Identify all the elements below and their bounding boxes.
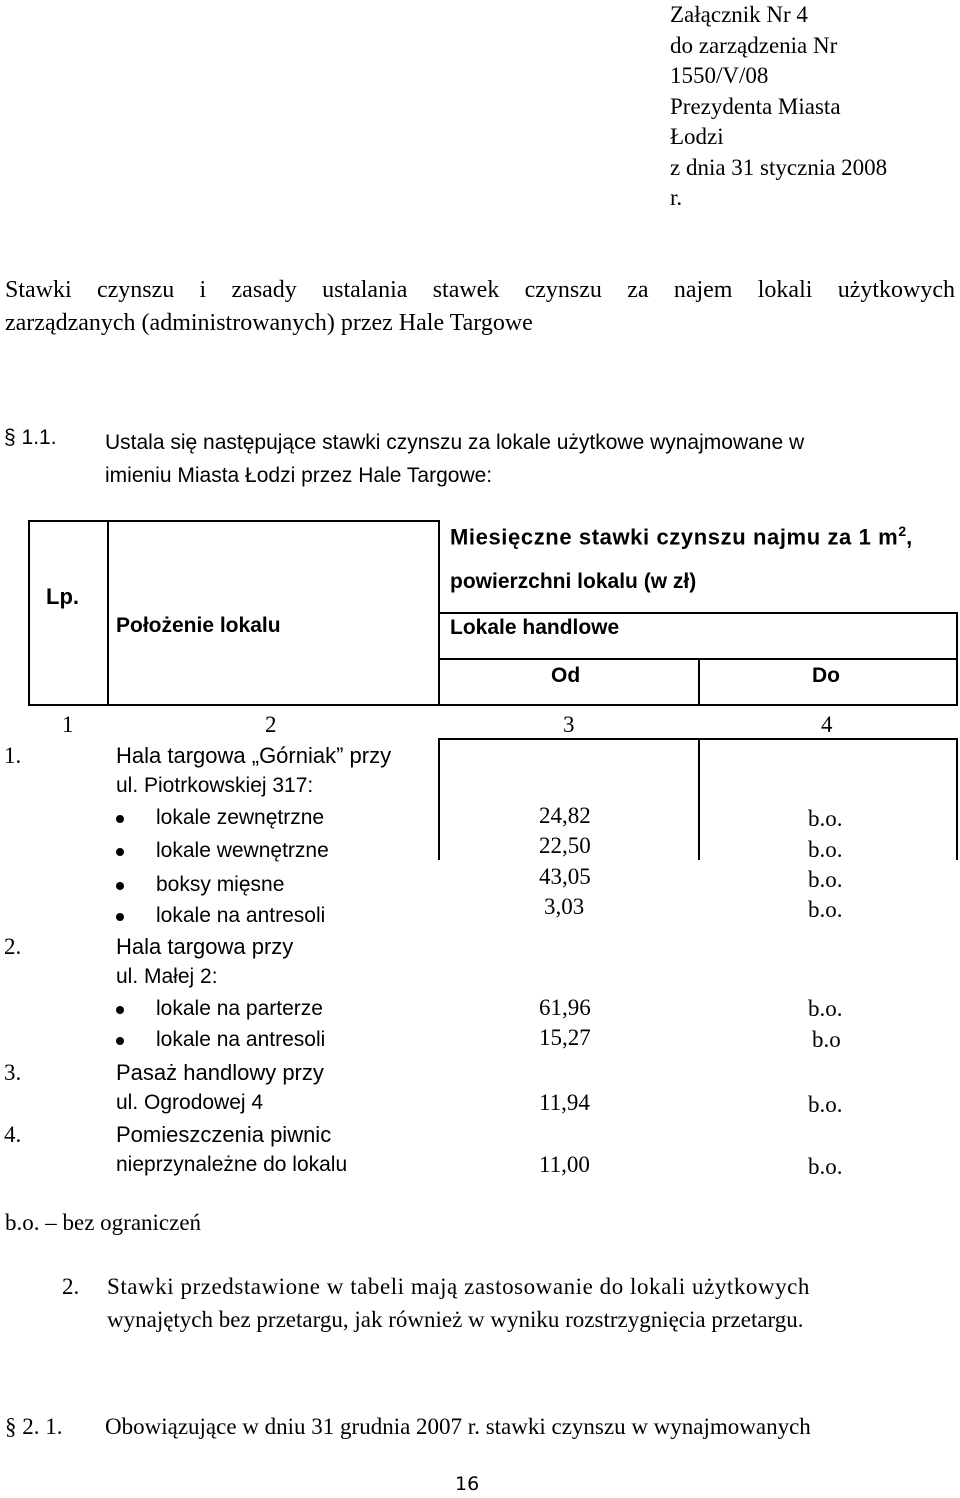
- section-line-2: imieniu Miasta Łodzi przez Hale Targowe:: [105, 464, 493, 487]
- bullet-icon: [116, 913, 124, 921]
- bullet-icon: [116, 815, 124, 823]
- paragraph-3-number: § 2. 1.: [5, 1414, 63, 1439]
- header-line: z dnia 31 stycznia 2008: [670, 154, 888, 180]
- table-border-top-lp: [28, 520, 108, 522]
- list-item: boksy mięsne: [156, 873, 285, 896]
- row-border: [438, 738, 440, 860]
- row-number: 3.: [4, 1060, 22, 1085]
- rate-to: b.o.: [808, 867, 843, 892]
- section-line-1: Ustala się następujące stawki czynszu za lokale użytkowe wynajmowane w: [105, 431, 805, 454]
- header-location: Położenie lokalu: [116, 614, 281, 637]
- rate-from: 61,96: [539, 995, 591, 1020]
- rate-to: b.o.: [808, 1092, 843, 1117]
- rate-from: 22,50: [539, 833, 591, 858]
- title-line-2: zarządzanych (administrowanych) przez Hale Targowe: [5, 310, 533, 336]
- bullet-icon: [116, 848, 124, 856]
- paragraph-2-text: Stawki przedstawione w tabeli mają zastosowanie do lokali użytkowych: [107, 1274, 810, 1299]
- section-number: § 1.1.: [4, 426, 57, 449]
- header-type: Lokale handlowe: [450, 616, 620, 639]
- title-line-1: Stawki czynszu i zasady ustalania stawek czynszu za najem lokali użytkowych: [5, 277, 955, 303]
- rate-to: b.o.: [808, 806, 843, 831]
- list-item: lokale zewnętrzne: [156, 806, 325, 829]
- column-number: 4: [821, 712, 833, 737]
- section-text: [105, 426, 945, 492]
- header-lp: Lp.: [46, 584, 79, 609]
- header-rates-superscript: 2: [898, 523, 907, 539]
- row-location-line-1: Hala targowa przy: [116, 934, 294, 959]
- table-border-right: [956, 612, 958, 704]
- paragraph-2-line-2: wynajętych bez przetargu, jak również w wyniku rozstrzygnięcia przetargu.: [107, 1307, 804, 1332]
- row-location-line-2: ul. Piotrkowskiej 317:: [116, 774, 314, 797]
- paragraph-3-text: Obowiązujące w dniu 31 grudnia 2007 r. stawki czynszu w wynajmowanych: [105, 1414, 811, 1439]
- column-number: 2: [265, 712, 277, 737]
- table-border-top-location: [108, 520, 438, 522]
- list-item: lokale na antresoli: [156, 1028, 326, 1051]
- row-number: 4.: [4, 1122, 22, 1147]
- header-line: Załącznik Nr 4: [670, 2, 808, 27]
- header-line: 1550/V/08: [670, 63, 769, 88]
- row-location-line-1: Pasaż handlowy przy: [116, 1060, 324, 1085]
- row-number: 1.: [4, 743, 22, 768]
- abbreviation-legend: b.o. – bez ograniczeń: [5, 1210, 202, 1235]
- row-location-line-1: Pomieszczenia piwnic: [116, 1122, 332, 1147]
- row-number: 2.: [4, 934, 22, 959]
- paragraph-2-line-1: [62, 1270, 942, 1303]
- attachment-header: [670, 0, 887, 214]
- list-item: lokale wewnętrzne: [156, 839, 329, 862]
- header-rates-text: Miesięczne stawki czynszu najmu za 1 m: [450, 524, 899, 550]
- table-border-lp-right: [107, 520, 109, 704]
- column-number: 1: [62, 712, 74, 737]
- document-title: [5, 274, 955, 340]
- table-border-location-right: [438, 520, 440, 704]
- row-location-line-2: ul. Małej 2:: [116, 965, 218, 988]
- table-border-rates: [440, 612, 958, 614]
- list-item: lokale na antresoli: [156, 904, 326, 927]
- row-location-line-2: ul. Ogrodowej 4: [116, 1091, 264, 1114]
- rate-to: b.o: [812, 1027, 841, 1052]
- row-border: [698, 738, 700, 860]
- rate-from: 11,00: [539, 1152, 590, 1177]
- header-line: do zarządzenia Nr: [670, 32, 838, 58]
- paragraph-2: [62, 1270, 942, 1336]
- rate-from: 3,03: [544, 894, 585, 919]
- bullet-icon: [116, 1037, 124, 1045]
- bullet-icon: [116, 882, 124, 890]
- header-rates-line-1: [450, 523, 912, 550]
- rate-from: 43,05: [539, 864, 591, 889]
- rate-from: 24,82: [539, 803, 591, 828]
- table-border-header-bottom: [28, 704, 958, 706]
- bullet-icon: [116, 1006, 124, 1014]
- rate-to: b.o.: [808, 1154, 843, 1179]
- page-number: 16: [455, 1473, 480, 1495]
- header-from: Od: [551, 664, 581, 687]
- header-line: Łodzi: [670, 124, 724, 149]
- header-rates-line-2: powierzchni lokalu (w zł): [450, 570, 697, 593]
- row-location-line-2: nieprzynależne do lokalu: [116, 1153, 348, 1176]
- rate-to: b.o.: [808, 996, 843, 1021]
- header-line: Prezydenta Miasta: [670, 93, 841, 119]
- header-line: r.: [670, 185, 683, 210]
- rate-from: 15,27: [539, 1025, 591, 1050]
- table-border-from-right: [698, 658, 700, 704]
- paragraph-3: [5, 1414, 955, 1440]
- row-location-line-1: Hala targowa „Górniak” przy: [116, 743, 392, 768]
- column-number: 3: [563, 712, 575, 737]
- header-rates-comma: ,: [906, 524, 913, 550]
- rate-to: b.o.: [808, 837, 843, 862]
- row-border: [956, 738, 958, 860]
- paragraph-2-number: 2.: [62, 1274, 80, 1299]
- rate-to: b.o.: [808, 897, 843, 922]
- rate-from: 11,94: [539, 1090, 590, 1115]
- table-border-left: [28, 520, 30, 704]
- header-to: Do: [812, 664, 840, 687]
- list-item: lokale na parterze: [156, 997, 323, 1020]
